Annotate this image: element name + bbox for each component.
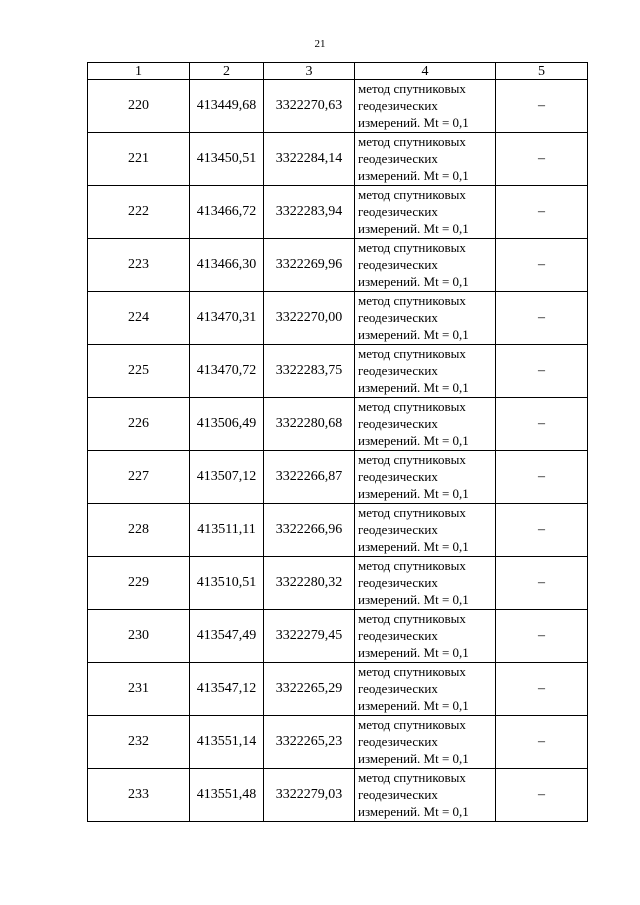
method-cell (355, 716, 496, 769)
x-coordinate-cell: 413466,30 (190, 239, 264, 292)
note-cell: – (496, 451, 588, 504)
note-cell: – (496, 239, 588, 292)
method-line: геодезических (358, 257, 438, 272)
method-line: измерений. Mt = 0,1 (358, 327, 469, 342)
y-coordinate-cell: 3322269,96 (264, 239, 355, 292)
x-coordinate-cell: 413511,11 (190, 504, 264, 557)
y-coordinate-cell: 3322279,45 (264, 610, 355, 663)
page-number: 21 (314, 38, 326, 50)
point-number-cell: 230 (88, 610, 190, 663)
method-line: геодезических (358, 204, 438, 219)
x-coordinate-cell: 413449,68 (190, 80, 264, 133)
method-line: геодезических (358, 734, 438, 749)
x-coordinate-cell: 413547,12 (190, 663, 264, 716)
method-line: измерений. Mt = 0,1 (358, 698, 469, 713)
y-coordinate-cell: 3322280,68 (264, 398, 355, 451)
note-cell: – (496, 186, 588, 239)
table-row (88, 716, 588, 769)
header-col-1: 1 (88, 63, 190, 80)
y-coordinate-cell: 3322265,29 (264, 663, 355, 716)
method-cell (355, 769, 496, 822)
method-line: метод спутниковых (358, 187, 466, 202)
method-line: метод спутниковых (358, 81, 466, 96)
point-number-cell: 223 (88, 239, 190, 292)
method-line: измерений. Mt = 0,1 (358, 539, 469, 554)
note-cell: – (496, 716, 588, 769)
method-line: измерений. Mt = 0,1 (358, 221, 469, 236)
point-number-cell: 233 (88, 769, 190, 822)
method-cell (355, 557, 496, 610)
coordinates-table (87, 62, 588, 822)
point-number-cell: 227 (88, 451, 190, 504)
method-line: измерений. Mt = 0,1 (358, 168, 469, 183)
method-line: метод спутниковых (358, 240, 466, 255)
method-line: метод спутниковых (358, 399, 466, 414)
note-cell: – (496, 504, 588, 557)
x-coordinate-cell: 413466,72 (190, 186, 264, 239)
x-coordinate-cell: 413551,48 (190, 769, 264, 822)
table-row (88, 663, 588, 716)
y-coordinate-cell: 3322280,32 (264, 557, 355, 610)
header-row (88, 63, 588, 80)
x-coordinate-cell: 413547,49 (190, 610, 264, 663)
method-line: геодезических (358, 363, 438, 378)
x-coordinate-cell: 413470,72 (190, 345, 264, 398)
x-coordinate-cell: 413507,12 (190, 451, 264, 504)
note-cell: – (496, 345, 588, 398)
table-row (88, 769, 588, 822)
method-line: измерений. Mt = 0,1 (358, 645, 469, 660)
point-number-cell: 220 (88, 80, 190, 133)
x-coordinate-cell: 413510,51 (190, 557, 264, 610)
method-line: метод спутниковых (358, 293, 466, 308)
table-body (88, 80, 588, 822)
note-cell: – (496, 292, 588, 345)
point-number-cell: 232 (88, 716, 190, 769)
header-col-3: 3 (264, 63, 355, 80)
x-coordinate-cell: 413450,51 (190, 133, 264, 186)
method-line: метод спутниковых (358, 346, 466, 361)
point-number-cell: 222 (88, 186, 190, 239)
point-number-cell: 229 (88, 557, 190, 610)
note-cell: – (496, 133, 588, 186)
table-row (88, 451, 588, 504)
method-line: измерений. Mt = 0,1 (358, 486, 469, 501)
note-cell: – (496, 610, 588, 663)
method-line: измерений. Mt = 0,1 (358, 751, 469, 766)
method-cell (355, 292, 496, 345)
method-line: метод спутниковых (358, 134, 466, 149)
point-number-cell: 231 (88, 663, 190, 716)
point-number-cell: 228 (88, 504, 190, 557)
point-number-cell: 225 (88, 345, 190, 398)
y-coordinate-cell: 3322270,63 (264, 80, 355, 133)
table-row (88, 610, 588, 663)
header-col-5: 5 (496, 63, 588, 80)
method-line: измерений. Mt = 0,1 (358, 380, 469, 395)
method-cell (355, 398, 496, 451)
note-cell: – (496, 663, 588, 716)
point-number-cell: 221 (88, 133, 190, 186)
x-coordinate-cell: 413506,49 (190, 398, 264, 451)
method-cell (355, 133, 496, 186)
y-coordinate-cell: 3322279,03 (264, 769, 355, 822)
method-line: геодезических (358, 469, 438, 484)
method-line: геодезических (358, 310, 438, 325)
y-coordinate-cell: 3322283,75 (264, 345, 355, 398)
method-cell (355, 345, 496, 398)
table-row (88, 239, 588, 292)
method-line: геодезических (358, 151, 438, 166)
method-cell (355, 451, 496, 504)
method-line: метод спутниковых (358, 664, 466, 679)
method-line: метод спутниковых (358, 717, 466, 732)
table-row (88, 345, 588, 398)
method-cell (355, 610, 496, 663)
y-coordinate-cell: 3322266,96 (264, 504, 355, 557)
method-line: геодезических (358, 628, 438, 643)
note-cell: – (496, 769, 588, 822)
x-coordinate-cell: 413551,14 (190, 716, 264, 769)
table-row (88, 398, 588, 451)
method-line: метод спутниковых (358, 505, 466, 520)
y-coordinate-cell: 3322284,14 (264, 133, 355, 186)
table-row (88, 504, 588, 557)
method-cell (355, 663, 496, 716)
method-line: метод спутниковых (358, 770, 466, 785)
y-coordinate-cell: 3322266,87 (264, 451, 355, 504)
method-line: геодезических (358, 681, 438, 696)
y-coordinate-cell: 3322270,00 (264, 292, 355, 345)
note-cell: – (496, 557, 588, 610)
header-col-4: 4 (355, 63, 496, 80)
method-line: измерений. Mt = 0,1 (358, 274, 469, 289)
note-cell: – (496, 80, 588, 133)
method-cell (355, 186, 496, 239)
method-line: геодезических (358, 416, 438, 431)
table-row (88, 80, 588, 133)
method-cell (355, 504, 496, 557)
table-row (88, 133, 588, 186)
table-row (88, 292, 588, 345)
table-row (88, 186, 588, 239)
method-line: метод спутниковых (358, 452, 466, 467)
method-line: измерений. Mt = 0,1 (358, 115, 469, 130)
y-coordinate-cell: 3322283,94 (264, 186, 355, 239)
method-line: измерений. Mt = 0,1 (358, 592, 469, 607)
note-cell: – (496, 398, 588, 451)
point-number-cell: 224 (88, 292, 190, 345)
point-number-cell: 226 (88, 398, 190, 451)
x-coordinate-cell: 413470,31 (190, 292, 264, 345)
y-coordinate-cell: 3322265,23 (264, 716, 355, 769)
table-row (88, 557, 588, 610)
method-line: измерений. Mt = 0,1 (358, 804, 469, 819)
method-cell (355, 239, 496, 292)
method-line: геодезических (358, 522, 438, 537)
method-line: метод спутниковых (358, 611, 466, 626)
method-line: метод спутниковых (358, 558, 466, 573)
method-cell (355, 80, 496, 133)
header-col-2: 2 (190, 63, 264, 80)
method-line: геодезических (358, 787, 438, 802)
method-line: геодезических (358, 575, 438, 590)
method-line: измерений. Mt = 0,1 (358, 433, 469, 448)
method-line: геодезических (358, 98, 438, 113)
